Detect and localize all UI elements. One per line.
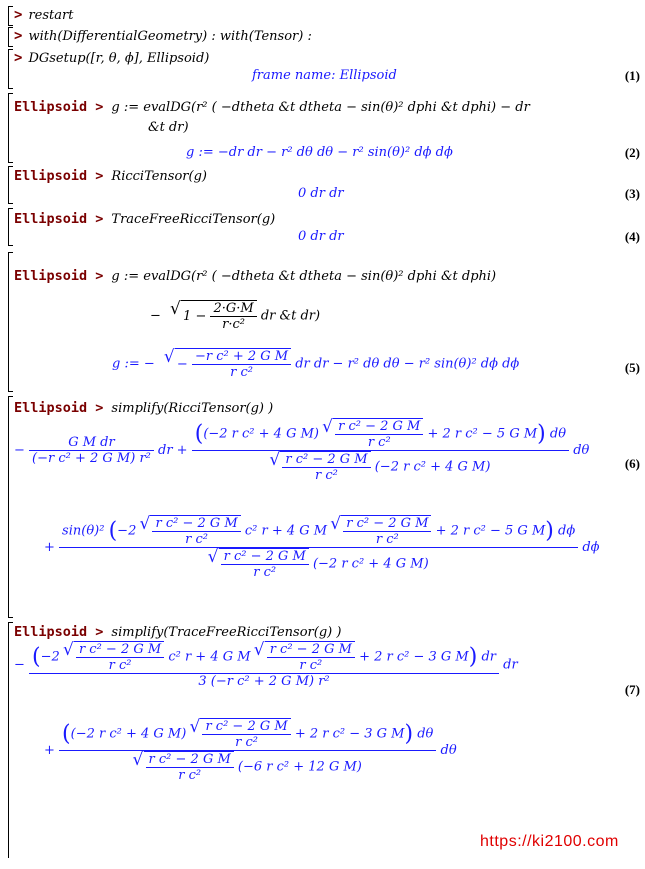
denominator: r c² (152, 531, 240, 547)
minus-sign: − (14, 657, 25, 673)
command-text[interactable]: simplify(TraceFreeRicciTensor(g) ) (111, 625, 342, 640)
equation-label-5: (5) (624, 360, 640, 375)
expr-text: dθ (549, 426, 567, 442)
equation-label-6: (6) (624, 456, 640, 471)
input-line-simplify-tracefree[interactable] (14, 624, 341, 640)
sqrt-expression (181, 300, 257, 332)
input-line-with[interactable] (14, 28, 312, 44)
execution-group-bracket[interactable] (8, 166, 9, 204)
sqrt-expression (219, 548, 309, 580)
plus-sign: + (44, 540, 55, 555)
input-line-metric-schw[interactable] (14, 268, 496, 284)
expr-text: g := − (112, 356, 155, 372)
denominator: r c² (335, 434, 423, 450)
fraction: (−2 √ $\frac{\text{r c² − 2 G M}}{\text{r c²}}$ c² r + 4 G M √ $\frac{\text{r c² − 2 G M}}{\text{r c²}}$ + 2 r c² − 3 G M) dr 3 (−r c² + 2 G M) r² (29, 641, 499, 689)
command-text[interactable]: with(DifferentialGeometry) : with(Tensor) : (28, 29, 312, 44)
session-label: Ellipsoid > (14, 168, 104, 184)
numerator: √ r c² − 2 G M (155, 516, 238, 531)
denominator: r c² (76, 657, 164, 673)
minus-sign: − (150, 308, 161, 324)
input-line-metric-sphere[interactable] (14, 99, 530, 115)
execution-group-bracket[interactable] (8, 49, 9, 89)
prompt-symbol: > (14, 28, 23, 44)
denominator: 3 (−r c² + 2 G M) r² (29, 673, 499, 689)
denominator: r c² (192, 364, 291, 380)
output-eq6-line1: − $\frac{\text{G M dr}}{\text{(−r c² + 2 G M) r²}}$ dr + ((−2 r c² + 4 G M) √ $\frac{\text{r c² − 2 G M}}{\text{r c²}}$ + 2 r c² − 5 G M) dθ √ $\frac{\text{r c² − 2 G M}}{\text{r c²}}$ (−2 r c² + 4 G M) dθ (14, 418, 589, 483)
numerator: √ r c² − 2 G M (338, 419, 421, 434)
denominator: (−r c² + 2 G M) r² (29, 450, 154, 466)
sqrt-expression (144, 751, 234, 783)
sqrt-expression (341, 515, 431, 547)
expr-text: c² r + 4 G M (168, 649, 251, 665)
command-text[interactable]: DGsetup([r, θ, ϕ], Ellipsoid) (28, 51, 210, 66)
expr-text: dr &t dr) (260, 308, 321, 324)
command-text[interactable]: simplify(RicciTensor(g) ) (111, 401, 274, 416)
session-label: Ellipsoid > (14, 211, 104, 227)
expr-text: dθ (417, 726, 434, 742)
execution-group-bracket[interactable] (8, 93, 9, 163)
expr-text: (−6 r c² + 12 G M) (237, 759, 362, 775)
numerator: √ r c² − 2 G M (148, 752, 231, 767)
denominator: r c² (202, 734, 290, 750)
input-line-ricci[interactable] (14, 168, 207, 184)
execution-group-bracket[interactable] (8, 208, 9, 246)
session-label: Ellipsoid > (14, 624, 104, 640)
denominator: r c² (221, 564, 309, 580)
numerator: √ r c² − 2 G M (223, 549, 306, 564)
denominator: r·c² (210, 316, 256, 332)
expr-text: + 2 r c² − 3 G M (294, 726, 405, 742)
expr-text: + 2 r c² − 5 G M (435, 523, 546, 539)
sqrt-expression (265, 641, 355, 673)
numerator: √ r c² − 2 G M (346, 516, 429, 531)
prompt-symbol: > (14, 7, 23, 23)
input-line-tracefree[interactable] (14, 211, 275, 227)
session-label: Ellipsoid > (14, 99, 104, 115)
numerator: 2·G·M (213, 301, 254, 316)
numerator: √ r c² − 2 G M (269, 642, 352, 657)
prompt-symbol: > (14, 50, 23, 66)
expr-text: c² r + 4 G M (244, 523, 328, 539)
equation-label-4: (4) (624, 229, 640, 244)
expr-text: 1 − (183, 309, 207, 324)
execution-group-bracket[interactable] (8, 27, 9, 47)
fraction (192, 349, 291, 380)
expr-text: dr (503, 657, 518, 673)
sqrt-expression (175, 348, 291, 380)
expr-text: dϕ (558, 523, 576, 539)
input-line-restart[interactable] (14, 7, 73, 23)
input-line-dgsetup[interactable] (14, 50, 209, 66)
output-eq6-line2 (44, 515, 600, 580)
expr-text: (−2 r c² + 4 G M) (374, 459, 491, 475)
command-text[interactable]: &t dr) (148, 120, 189, 135)
fraction: sin(θ)² (−2 √ $\frac{\text{r c² − 2 G M}}{\text{r c²}}$ c² r + 4 G M √ $\frac{\text{r c² − 2 G M}}{\text{r c²}}$ + 2 r c² − 5 G M) dϕ √ $\frac{\text{r c² − 2 G M}}{\text{r c²}}$ (−2 r c² + 4 G M) (59, 515, 578, 580)
session-label: Ellipsoid > (14, 268, 104, 284)
fraction: ((−2 r c² + 4 G M) √ $\frac{\text{r c² − 2 G M}}{\text{r c²}}$ + 2 r c² − 5 G M) dθ √ $\frac{\text{r c² − 2 G M}}{\text{r c²}}$ (−2 r c² + 4 G M) (192, 418, 569, 483)
expr-text: dr (481, 649, 497, 665)
numerator: √ r c² − 2 G M (205, 719, 288, 734)
command-text[interactable]: restart (28, 8, 74, 23)
expr-text: dϕ (582, 540, 600, 555)
session-label: Ellipsoid > (14, 400, 104, 416)
equation-label-2: (2) (624, 145, 640, 160)
expr-text: (−2 r c² + 4 G M) (70, 726, 187, 742)
command-text[interactable]: TraceFreeRicciTensor(g) (111, 212, 276, 227)
output-frame-name: frame name: Ellipsoid (252, 68, 397, 83)
execution-group-bracket[interactable] (8, 252, 9, 392)
equation-label-7: (7) (624, 682, 640, 697)
numerator: −r c² + 2 G M (194, 349, 289, 364)
expr-text: dr + (158, 443, 188, 458)
sqrt-expression (333, 418, 423, 450)
output-metric-schw (112, 348, 519, 380)
output-eq7-line2 (44, 718, 457, 783)
expr-text: (−2 r c² + 4 G M) (203, 426, 319, 442)
expr-text: −2 (40, 649, 60, 665)
output-ricci: 0 dr dr (298, 186, 344, 201)
denominator: r c² (267, 657, 355, 673)
expr-text: −2 (117, 523, 137, 539)
expr-text: dr dr − r² dθ dθ − r² sin(θ)² dϕ dϕ (295, 356, 520, 372)
fraction: ((−2 r c² + 4 G M) √ $\frac{\text{r c² − 2 G M}}{\text{r c²}}$ + 2 r c² − 3 G M) dθ √ $\frac{\text{r c² − 2 G M}}{\text{r c²}}$ (−6 r c² + 12 G M) (59, 718, 436, 783)
fraction (210, 301, 256, 332)
output-tracefree: 0 dr dr (298, 229, 344, 244)
input-line-simplify-ricci[interactable] (14, 400, 273, 416)
input-line-metric-sphere-cont[interactable] (148, 120, 189, 135)
equation-label-1: (1) (624, 68, 640, 83)
execution-group-bracket[interactable] (8, 622, 9, 858)
expr-text: dθ (440, 743, 457, 758)
fraction (29, 435, 154, 466)
plus-sign: + (44, 743, 55, 758)
execution-group-bracket[interactable] (8, 6, 9, 26)
output-eq7-line1 (14, 641, 518, 689)
watermark-url: https://ki2100.com (480, 833, 619, 850)
input-line-metric-schw-cont[interactable] (150, 300, 320, 332)
denominator: r c² (282, 467, 370, 483)
output-metric-sphere: g := −dr dr − r² dθ dθ − r² sin(θ)² dϕ dϕ (186, 145, 453, 160)
denominator: r c² (146, 767, 234, 783)
expr-text: dθ (573, 443, 590, 458)
sqrt-expression (150, 515, 240, 547)
sqrt-expression (280, 451, 370, 483)
numerator: √ r c² − 2 G M (285, 452, 368, 467)
sqrt-expression (200, 718, 290, 750)
expr-text: sin(θ)² (62, 523, 105, 539)
execution-group-bracket[interactable] (8, 396, 9, 618)
sqrt-expression (74, 641, 164, 673)
equation-label-3: (3) (624, 186, 640, 201)
command-text[interactable]: RicciTensor(g) (111, 169, 207, 184)
minus-sign: − (176, 357, 188, 372)
expr-text: + 2 r c² − 3 G M (359, 649, 469, 665)
numerator: G M dr (68, 435, 115, 450)
expr-text: + 2 r c² − 5 G M (427, 426, 538, 442)
denominator: r c² (343, 531, 431, 547)
command-text[interactable]: g := evalDG(r² ( −dtheta &t dtheta − sin(θ)² dphi &t dphi) − dr (111, 100, 530, 115)
numerator: √ r c² − 2 G M (78, 642, 162, 657)
command-text[interactable]: g := evalDG(r² ( −dtheta &t dtheta − sin(θ)² dphi &t dphi) (111, 269, 497, 284)
expr-text: (−2 r c² + 4 G M) (312, 556, 429, 572)
